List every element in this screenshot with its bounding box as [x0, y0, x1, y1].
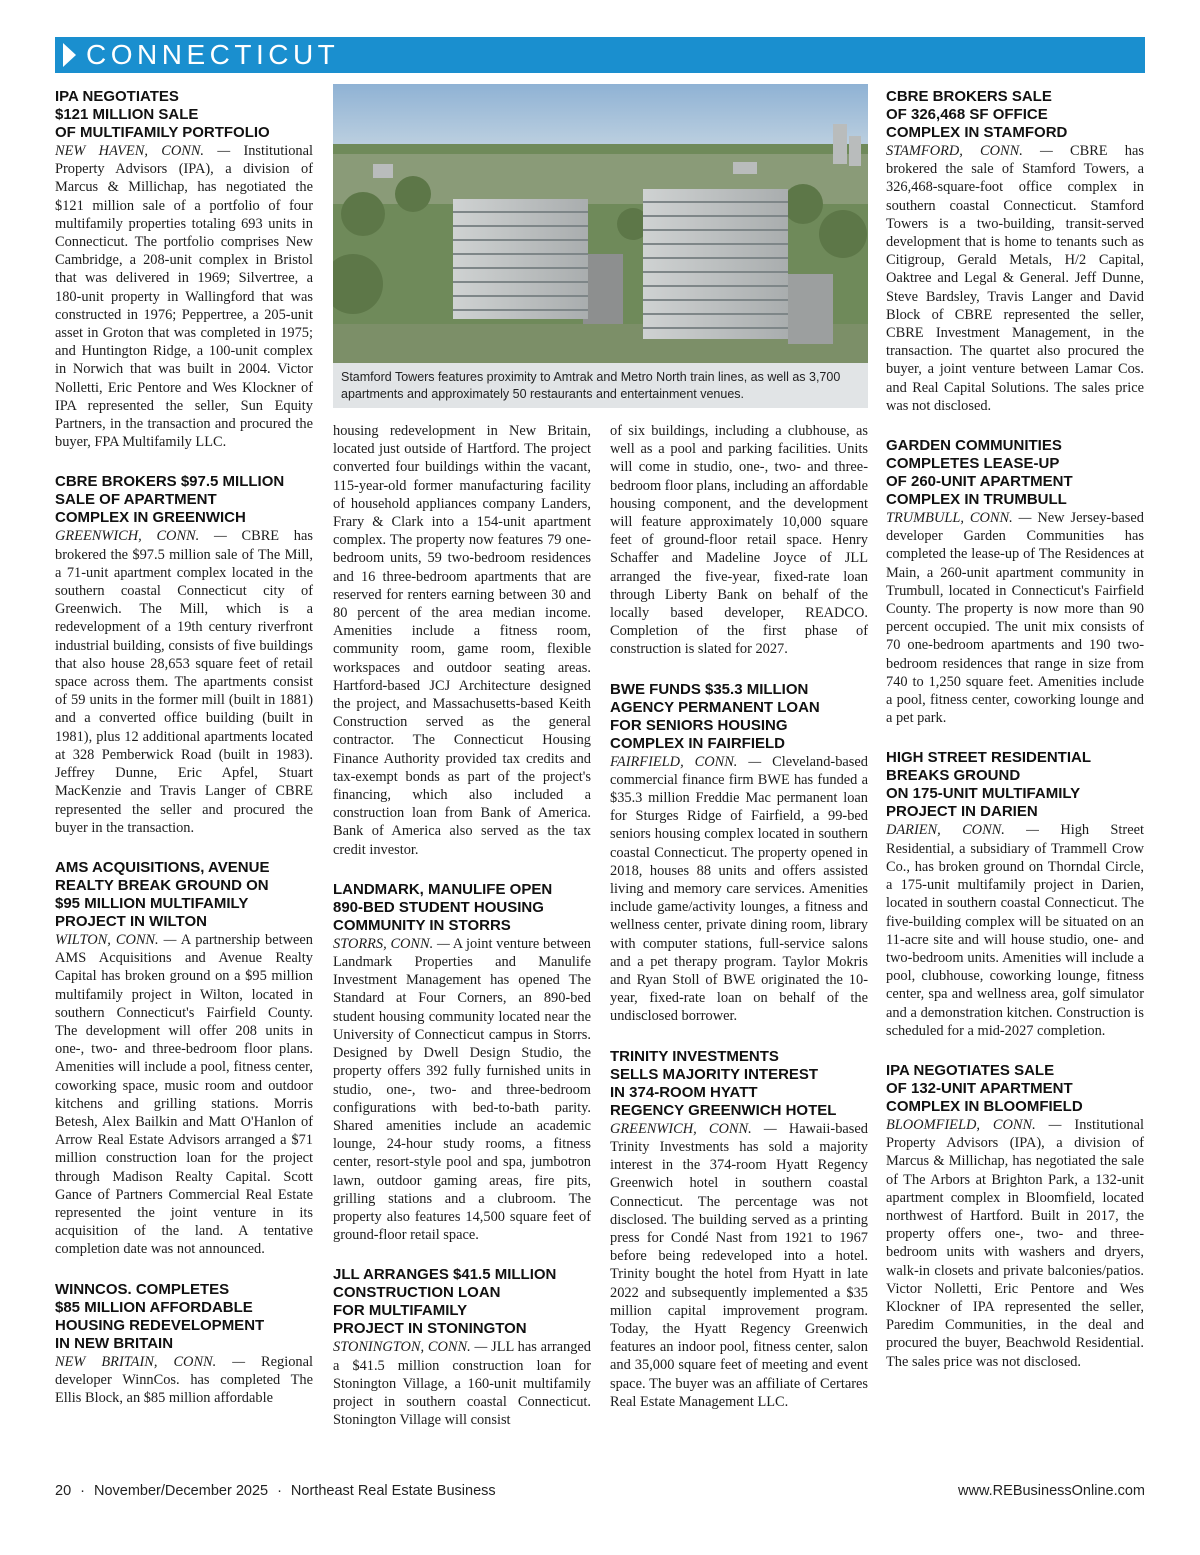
article-body: DARIEN, CONN. — High Street Residential, a subsidiary of Trammell Crow Co., has broken ground on Thorndal Circle, a 175-unit multifamily project in Darien, located in southern coastal Connecticut. The five-building complex will be situated on an 11-acre site and will house studio, one- and two-bedroom units. Amenities will include a pool, clubhouse, coworking lounge, fitness center, spa and wellness area, golf simulator and a demonstration kitchen. Construction is scheduled for a mid-2027 completion.	[886, 822, 1144, 1039]
dateline: NEW HAVEN, CONN. —	[55, 143, 231, 159]
headline: IPA NEGOTIATES $121 MILLION SALE OF MULTIFAMILY PORTFOLIO	[55, 88, 270, 141]
article-body: STAMFORD, CONN. — CBRE has brokered the sale of Stamford Towers, a 326,468-square-foot office complex in southern coastal Connecticut. Stamford Towers is a two-building, transit-served development that is home to tenants such as Citigroup, Gerald Metals, H/2 Capital, Oaktree and Legal & General. Jeff Dunne, Steve Bardsley, Travis Langer and David Block of CBRE represented the seller, CBRE Investment Management, in the transaction. The quartet also procured the buyer, a joint venture between Lamar Cos. and Real Capital Solutions. The sales price was not disclosed.	[886, 143, 1144, 414]
footer-separator: ·	[277, 1483, 282, 1499]
article-highstreet-darien	[886, 749, 1144, 1039]
headline: BWE FUNDS $35.3 MILLION AGENCY PERMANENT LOAN FOR SENIORS HOUSING COMPLEX IN FAIRFIELD	[610, 680, 820, 752]
article-landmark-storrs	[333, 881, 591, 1244]
dateline: STONINGTON, CONN. —	[333, 1339, 488, 1356]
aerial-photo-illustration	[333, 84, 868, 363]
dateline: GREENWICH, CONN. —	[610, 1120, 777, 1137]
article-cbre-greenwich	[55, 473, 313, 836]
article-cbre-stamford	[886, 88, 1144, 415]
headline: TRINITY INVESTMENTS SELLS MAJORITY INTEREST IN 374-ROOM HYATT REGENCY GREENWICH HOTEL	[610, 1047, 837, 1119]
footer-separator: ·	[80, 1483, 85, 1499]
dateline: STAMFORD, CONN. —	[886, 143, 1053, 159]
dateline: STORRS, CONN. —	[333, 935, 450, 952]
photo-caption: Stamford Towers features proximity to Amtrak and Metro North train lines, as well as 3,700 apartments and approximately 50 restaurants and entertainment venues.	[333, 363, 868, 408]
article-trinity-hyatt	[610, 1048, 868, 1411]
column-1	[55, 88, 313, 1429]
column-2	[333, 422, 591, 1451]
headline: CBRE BROKERS SALE OF 326,468 SF OFFICE COMPLEX IN STAMFORD	[886, 88, 1068, 141]
article-body: GREENWICH, CONN. — Hawaii-based Trinity Investments has sold a majority interest in the 374-room Hyatt Regency Greenwich hotel in southern coastal Connecticut. The percentage was not disclosed. The building served as a printing press for Condé Nast from 1921 to 1967 before being redeveloped into a hotel. Trinity bought the hotel from Hyatt in late 2022 and subsequently implemented a $35 million capital improvement program. Today, the Hyatt Regency Greenwich features an indoor pool, fitness center, salon and 35,000 square feet of meeting and event space. The buyer was an affiliate of Certares Real Estate Management LLC.	[610, 1120, 868, 1410]
article-ams-wilton	[55, 859, 313, 1259]
article-body-continued: of six buildings, including a clubhouse, as well as a pool and parking facilities. Units will come in studio, one-, two- and three-bedroom floor plans, including an affordable housing component, and the development will feature approximately 10,000 square feet of ground-floor retail space. Henry Schaffer and Madeline Joyce of JLL arranged the five-year, fixed-rate loan through Liberty Bank on behalf of the locally based developer, READCO. Completion of the first phase of construction is slated for 2027.	[610, 423, 868, 658]
headline: AMS ACQUISITIONS, AVENUE REALTY BREAK GROUND ON $95 MILLION MULTIFAMILY PROJECT IN WILTON	[55, 858, 270, 930]
article-ipa-bloomfield	[886, 1062, 1144, 1371]
headline: GARDEN COMMUNITIES COMPLETES LEASE-UP OF 260-UNIT APARTMENT COMPLEX IN TRUMBULL	[886, 437, 1073, 509]
section-title: CONNECTICUT	[86, 39, 340, 70]
headline: IPA NEGOTIATES SALE OF 132-UNIT APARTMENT COMPLEX IN BLOOMFIELD	[886, 1061, 1083, 1115]
article-body: FAIRFIELD, CONN. — Cleveland-based commercial finance firm BWE has funded a $35.3 million Freddie Mac permanent loan for Sturges Ridge of Fairfield, a 99-bed seniors housing complex located in southern coastal Connecticut. The property opened in 2018, houses 88 units and offers assisted living and memory care services. Amenities include game/activity lounges, a fitness and wellness center, private dining room, library with computer stations, full-service salons and a pet therapy program. Taylor Mokris and Ryan Stoll of BWE originated the 10-year, fixed-rate loan on behalf of the undisclosed borrower.	[610, 753, 868, 1025]
article-garden-trumbull	[886, 437, 1144, 727]
column-4	[886, 88, 1144, 1393]
headline: JLL ARRANGES $41.5 MILLION CONSTRUCTION LOAN FOR MULTIFAMILY PROJECT IN STONINGTON	[333, 1266, 557, 1338]
stamford-towers-photo	[333, 84, 868, 363]
issue-date: November/December 2025	[93, 1483, 269, 1499]
article-winncos-continued	[333, 422, 591, 859]
banner-arrow-icon	[63, 43, 76, 67]
headline: WINNCOS. COMPLETES $85 MILLION AFFORDABLE HOUSING REDEVELOPMENT IN NEW BRITAIN	[55, 1280, 265, 1352]
article-body: STONINGTON, CONN. — JLL has arranged a $41.5 million construction loan for Stonington Village, a 160-unit multifamily project in southern coastal Connecticut. Stonington Village will consist	[333, 1339, 591, 1429]
headline: HIGH STREET RESIDENTIAL BREAKS GROUND ON 175-UNIT MULTIFAMILY PROJECT IN DARIEN	[886, 749, 1092, 821]
article-body: STORRS, CONN. — A joint venture between Landmark Properties and Manulife Investment Management has opened The Standard at Four Corners, an 890-bed student housing community located near the University of Connecticut campus in Storrs. Designed by Dwell Design Studio, the property offers 392 fully furnished units in studio, one-, two- and three-bedroom configurations with bed-to-bath parity. Shared amenities include an academic lounge, 24-hour study rooms, a fitness center, resort-style pool and spa, jumbotron lawn, outdoor gaming areas, fire pits, grilling stations and a clubroom. The property also features 14,500 square feet of ground-floor retail space.	[333, 935, 592, 1244]
article-body: NEW BRITAIN, CONN. — Regional developer WinnCos. has completed The Ellis Block, an $85 million affordable	[55, 1353, 313, 1406]
website-url: www.REBusinessOnline.com	[958, 1483, 1145, 1499]
dateline: NEW BRITAIN, CONN. —	[55, 1353, 246, 1370]
publication-name: Northeast Real Estate Business	[290, 1483, 496, 1499]
dateline: TRUMBULL, CONN. —	[886, 510, 1032, 527]
page-footer	[55, 1483, 496, 1499]
article-body: WILTON, CONN. — A partnership between AMS Acquisitions and Avenue Realty Capital has broken ground on a $95 million multifamily project in Wilton, located in southern Connecticut's Fairfield County. The development will offer 208 units in one-, two- and three-bedroom floor plans. Amenities will include a pool, fitness center, coworking space, music room and outdoor kitchens and grilling stations. Morris Betesh, Alex Bailkin and Matt O'Hanlon of Arrow Real Estate Advisors arranged a $71 million construction loan for the project through Madison Realty Capital. Scott Gance of Partners Commercial Real Estate represented the joint venture in its acquisition of the land. A tentative completion date was not announced.	[55, 931, 313, 1258]
article-body: BLOOMFIELD, CONN. — Institutional Property Advisors (IPA), a division of Marcus & Millichap, has negotiated the sale of The Arbors at Brighton Park, a 132-unit apartment complex in Bloomfield, located northwest of Hartford. Built in 2017, the property offers one-, two- and three-bedroom units with washers and dryers, walk-in closets and private balconies/patios. Victor Nolletti, Eric Pentore and Wes Klockner of IPA represented the seller, Paredim Communities, in the deal and procured the buyer, Beachwold Residential. The sales price was not disclosed.	[886, 1116, 1144, 1370]
dateline: BLOOMFIELD, CONN. —	[886, 1116, 1062, 1133]
article-body: TRUMBULL, CONN. — New Jersey-based developer Garden Communities has completed the lease-up of The Residences at Main, a 260-unit apartment community in Trumbull, located in Connecticut's Fairfield County. The property is now more than 90 percent occupied. The unit mix consists of 70 one-bedroom apartments and 190 two-bedroom residences that range in size from 740 to 1,250 square feet. Amenities include a pool, fitness center, coworking lounge and a pet park.	[886, 510, 1144, 727]
dateline: FAIRFIELD, CONN. —	[610, 753, 762, 770]
dateline: WILTON, CONN. —	[55, 931, 177, 948]
article-body-continued: housing redevelopment in New Britain, located just outside of Hartford. The project converted four buildings within the vacant, 115-year-old former manufacturing facility of household appliances company Landers, Frary & Clark into a 154-unit apartment complex. The property now features 79 one-bedroom units, 59 two-bedroom residences and 16 three-bedroom apartments that are reserved for renters earning between 30 and 80 percent of the area median income. Amenities include a fitness room, community room, game room, flexible workspaces and outdoor seating areas. Hartford-based JCJ Architecture designed the project, and Massachusetts-based Keith Construction served as the general contractor. The Connecticut Housing Finance Authority provided tax credits and tax-exempt bonds as part of the project's financing, which also included a construction loan from Bank of America. Bank of America also served as the tax credit investor.	[333, 423, 591, 858]
article-body: NEW HAVEN, CONN. — Institutional Property Advisors (IPA), a division of Marcus & Millichap, has negotiated the $121 million sale of a portfolio of four multifamily properties totaling 693 units in Connecticut. The portfolio comprises New Cambridge, a 208-unit complex in Bristol that was delivered in 1969; Silvertree, a 180-unit property in Wallingford that was constructed in 1976; Peppertree, a 205-unit asset in Groton that was completed in 1975; and Huntington Ridge, a 100-unit complex in Norwich that was built in 2004. Victor Nolletti, Eric Pentore and Wes Klockner of IPA represented the seller, Sun Equity Partners, in the transaction and procured the buyer, FPA Multifamily LLC.	[55, 143, 313, 451]
article-bwe-fairfield	[610, 681, 868, 1026]
page-number: 20	[55, 1483, 72, 1499]
left-tower	[453, 199, 588, 319]
dateline: DARIEN, CONN. —	[886, 822, 1039, 839]
dateline: GREENWICH, CONN. —	[55, 528, 227, 545]
headline: CBRE BROKERS $97.5 MILLION SALE OF APARTMENT COMPLEX IN GREENWICH	[55, 473, 285, 527]
article-jll-stonington	[333, 1266, 591, 1429]
article-body: GREENWICH, CONN. — CBRE has brokered the $97.5 million sale of The Mill, a 71-unit apartment complex located in the southern coastal Connecticut city of Greenwich. The Mill, which is a redevelopment of a 19th century riverfront industrial building, consists of five buildings that also house 28,653 square feet of retail space across them. The apartments consist of 59 units in the former mill (built in 1881) and a converted office building (built in 1981), plus 12 additional apartments located at 328 Pemberwick Road (built in 1983). Jeffrey Dunne, Eric Apfel, Stuart MacKenzie and Travis Langer of CBRE represented the seller and procured the buyer in the transaction.	[55, 528, 313, 836]
article-winncos	[55, 1281, 313, 1408]
article-ipa-121	[55, 88, 313, 451]
headline: LANDMARK, MANULIFE OPEN 890-BED STUDENT HOUSING COMMUNITY IN STORRS	[333, 880, 553, 934]
article-jll-continued	[610, 422, 868, 659]
column-3	[610, 422, 868, 1433]
